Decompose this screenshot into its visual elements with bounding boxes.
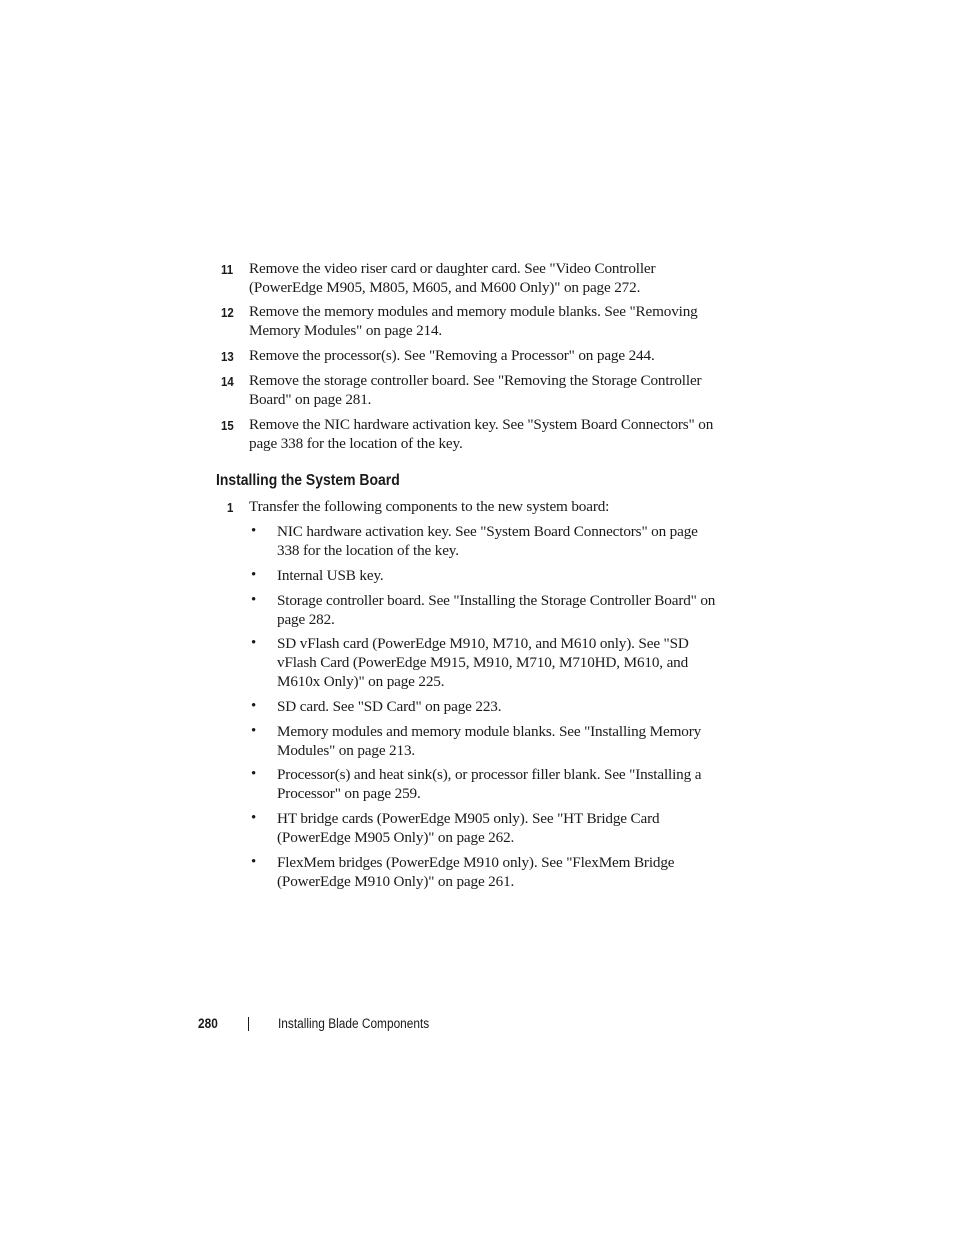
- step-text: Remove the storage controller board. See "Removing the Storage Controller Board" on page 281.: [249, 372, 702, 408]
- list-item-text: Storage controller board. See "Installing the Storage Controller Board" on page 282.: [277, 592, 716, 628]
- bullet-icon: •: [251, 635, 257, 651]
- bullet-icon: •: [251, 723, 257, 739]
- bullet-icon: •: [251, 592, 257, 608]
- step-text: Remove the memory modules and memory module blanks. See "Removing Memory Modules" on page 214.: [249, 303, 698, 339]
- step-text: Remove the video riser card or daughter card. See "Video Controller (PowerEdge M905, M805, M605, and M600 Only)" on page 272.: [249, 260, 656, 296]
- step-number: 15: [221, 418, 234, 433]
- step-text: Remove the NIC hardware activation key. See "System Board Connectors" on page 338 for the location of the key.: [249, 416, 714, 452]
- list-item-text: Internal USB key.: [277, 567, 384, 584]
- step-number: 1: [227, 500, 234, 515]
- list-item-text: Memory modules and memory module blanks. See "Installing Memory Modules" on page 213.: [277, 723, 702, 759]
- list-item-text: SD card. See "SD Card" on page 223.: [277, 698, 502, 715]
- chapter-title: Installing Blade Components: [278, 1016, 430, 1031]
- step-text: Remove the processor(s). See "Removing a Processor" on page 244.: [249, 347, 655, 364]
- step-number: 13: [221, 349, 234, 364]
- list-item-text: NIC hardware activation key. See "System Board Connectors" on page 338 for the location of the key.: [277, 523, 698, 559]
- list-item-text: Processor(s) and heat sink(s), or processor filler blank. See "Installing a Processor" on page 259.: [277, 766, 702, 802]
- bullet-icon: •: [251, 567, 257, 583]
- bullet-icon: •: [251, 810, 257, 826]
- step-number: 11: [221, 262, 234, 277]
- page-number: 280: [198, 1016, 218, 1031]
- list-item-text: HT bridge cards (PowerEdge M905 only). See "HT Bridge Card (PowerEdge M905 Only)" on page 262.: [277, 810, 660, 846]
- list-item-text: FlexMem bridges (PowerEdge M910 only). See "FlexMem Bridge (PowerEdge M910 Only)" on page 261.: [277, 854, 675, 890]
- step-text: Transfer the following components to the new system board:: [249, 498, 610, 515]
- bullet-icon: •: [251, 854, 257, 870]
- section-heading: Installing the System Board: [216, 472, 400, 489]
- footer-divider: [248, 1017, 249, 1031]
- bullet-icon: •: [251, 523, 257, 539]
- step-number: 12: [221, 305, 234, 320]
- bullet-icon: •: [251, 766, 257, 782]
- list-item-text: SD vFlash card (PowerEdge M910, M710, and M610 only). See "SD vFlash Card (PowerEdge M915, M910, M710, M710HD, M610, and M610x Only)" on page 225.: [277, 635, 689, 690]
- bullet-icon: •: [251, 698, 257, 714]
- step-number: 14: [221, 374, 234, 389]
